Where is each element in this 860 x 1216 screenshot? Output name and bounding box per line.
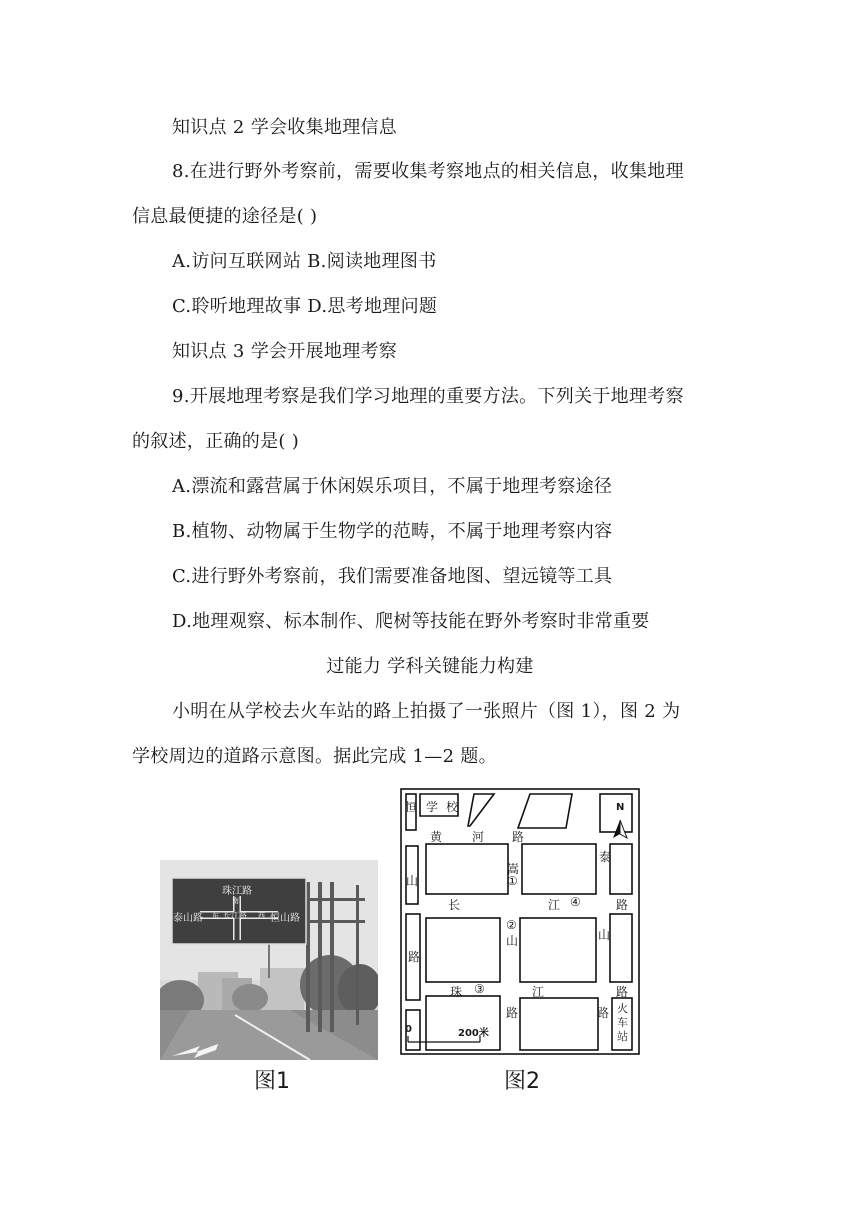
- label-mark-3: ③: [474, 982, 485, 996]
- north-arrow-icon: [613, 820, 627, 838]
- sign-left-road: 泰山路: [173, 913, 203, 924]
- label-shan-tai: 山: [598, 928, 611, 942]
- label-road-huanghe: 路: [512, 830, 525, 844]
- question-9-line-1: 9.开展地理考察是我们学习地理的重要方法。下列关于地理考察: [172, 386, 684, 407]
- label-road-left: 路: [408, 950, 421, 964]
- road-scene-illustration: [160, 860, 378, 1060]
- sign-east-label: 东: [212, 912, 219, 920]
- label-shan-song: 山: [506, 934, 519, 948]
- label-he: 河: [472, 830, 485, 844]
- sign-west-label: 西: [258, 912, 265, 920]
- figure-2-map: [400, 788, 640, 1055]
- question-8-line-2: 信息最便捷的途径是( ): [132, 206, 318, 227]
- intro-line-1: 小明在从学校去火车站的路上拍摄了一张照片（图 1），图 2 为: [172, 701, 681, 722]
- label-mark-2: ②: [506, 918, 517, 932]
- question-9-option-d: D.地理观察、标本制作、爬树等技能在野外考察时非常重要: [172, 611, 650, 632]
- scale-distance: 200米: [458, 1028, 489, 1039]
- question-8-options-cd: C.聆听地理故事 D.思考地理问题: [172, 296, 438, 317]
- label-station-1: 火: [617, 1002, 628, 1015]
- label-road-zhujiang: 路: [616, 985, 629, 999]
- question-8-options-ab: A.访问互联网站 B.阅读地理图书: [172, 251, 437, 272]
- label-jiang-chang: 江: [548, 898, 561, 912]
- label-song: 嵩: [507, 862, 520, 876]
- question-9-line-2: 的叙述，正确的是( ): [132, 431, 300, 452]
- label-road-tai: 路: [597, 1006, 610, 1020]
- sign-center-road: 长江路: [223, 911, 247, 920]
- sign-right-road: 恒山路: [270, 913, 300, 924]
- label-tai: 泰: [599, 850, 612, 864]
- question-9-option-a: A.漂流和露营属于休闲娱乐项目，不属于地理考察途径: [172, 476, 613, 497]
- label-zhu: 珠: [450, 985, 463, 999]
- figure-1-caption: 图1: [254, 1069, 290, 1094]
- label-heng: 恒: [405, 800, 418, 814]
- sign-top-road: 珠江路: [222, 886, 252, 897]
- label-huang: 黄: [430, 830, 443, 844]
- question-9-option-b: B.植物、动物属于生物学的范畴，不属于地理考察内容: [172, 521, 613, 542]
- label-road-changjiang: 路: [616, 898, 629, 912]
- knowledge-point-2-heading: 知识点 2 学会收集地理信息: [172, 117, 398, 138]
- north-label: N: [616, 802, 625, 813]
- label-school-1: 学: [426, 800, 439, 814]
- label-station-3: 站: [617, 1030, 628, 1043]
- figure-1-photo: [160, 860, 378, 1060]
- question-9-option-c: C.进行野外考察前，我们需要准备地图、望远镜等工具: [172, 566, 613, 587]
- sign-north-label: 南: [232, 897, 239, 905]
- label-chang: 长: [448, 898, 461, 912]
- figure-2-caption: 图2: [504, 1069, 540, 1094]
- scale-zero: 0: [405, 1024, 412, 1035]
- question-8-line-1: 8.在进行野外考察前，需要收集考察地点的相关信息，收集地理: [172, 161, 684, 182]
- label-jiang-zhu: 江: [532, 985, 545, 999]
- section-heading: 过能力 学科关键能力构建: [326, 656, 534, 677]
- label-station-2: 车: [617, 1016, 628, 1029]
- label-mark-4: ④: [570, 895, 581, 909]
- label-mark-1: ①: [507, 874, 518, 888]
- knowledge-point-3-heading: 知识点 3 学会开展地理考察: [172, 341, 398, 362]
- label-road-song: 路: [506, 1006, 519, 1020]
- label-school-2: 校: [446, 800, 459, 814]
- intro-line-2: 学校周边的道路示意图。据此完成 1—2 题。: [132, 746, 497, 767]
- label-shan-left: 山: [406, 874, 419, 888]
